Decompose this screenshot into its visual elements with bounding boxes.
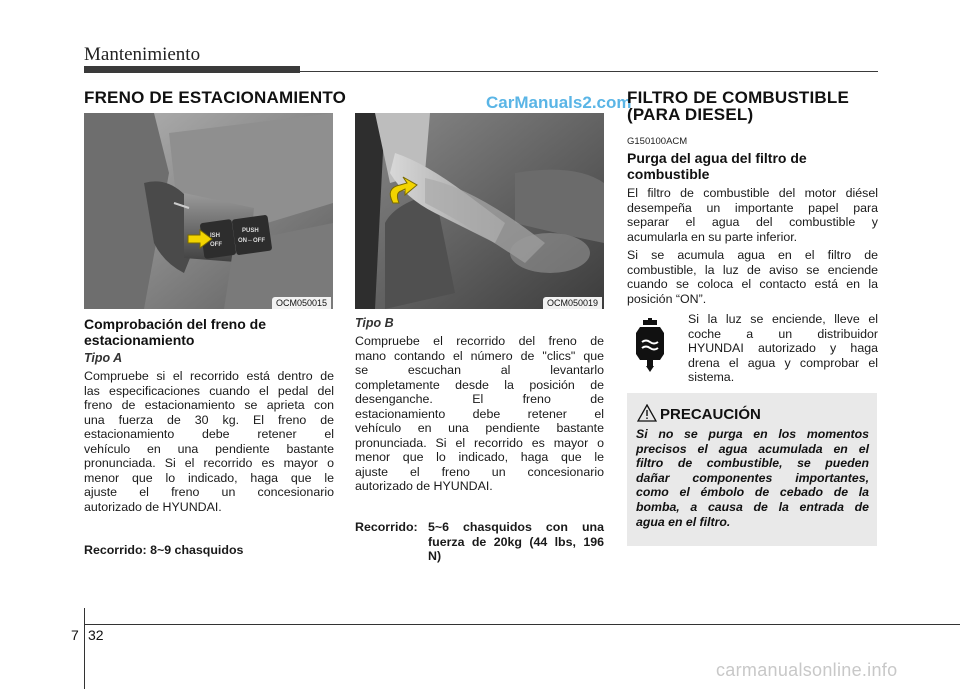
type-a-label: Tipo A	[84, 351, 123, 365]
photo-code-label-b: OCM050019	[543, 297, 602, 309]
body-line: Si se acumula agua en el filtro de	[627, 248, 878, 262]
body-line: pronunciada. Si el recorrido es mayor o	[84, 456, 334, 470]
body-line: autorizado de HYUNDAI.	[355, 479, 493, 493]
body-line: drena el agua y comprobar el	[688, 355, 878, 370]
heading-line: Purga del agua del filtro de	[627, 150, 807, 166]
body-line: completamente desde la posición de	[355, 377, 604, 392]
caution-line: filtro de combustible, se pueden	[636, 456, 869, 471]
header-bar	[84, 66, 300, 73]
body-line: vehículo en una pendiente bastante	[355, 421, 604, 435]
body-line: las especificaciones cuando el pedal del	[84, 383, 334, 398]
fuel-filter-para-3	[688, 312, 878, 385]
check-heading: Comprobación del freno de estacionamiento	[84, 316, 267, 348]
fuel-filter-para-2	[627, 248, 878, 306]
body-line: una fuerza de 30 kg. El freno de	[84, 412, 334, 427]
caution-title: PRECAUCIÓN	[660, 406, 761, 423]
fuel-filter-para-1	[627, 186, 878, 244]
type-b-travel-label: Recorrido:	[355, 520, 418, 534]
body-line: posición “ON”.	[627, 291, 707, 306]
body-line: separar el agua del combustible y	[627, 215, 878, 229]
body-line: freno de estacionamiento se aprieta con	[84, 398, 334, 412]
body-line: Compruebe el recorrido del freno de	[355, 334, 604, 348]
caution-box	[627, 393, 877, 546]
type-a-travel: Recorrido: 8~9 chasquidos	[84, 543, 244, 557]
caution-line: como el émbolo de cebado de la	[636, 485, 869, 500]
caution-line: Si no se purga en los momentos	[636, 427, 869, 441]
type-b-body	[355, 334, 604, 494]
title-line: FILTRO DE COMBUSTIBLE	[627, 88, 850, 107]
heading-line: combustible	[627, 166, 710, 182]
body-line: estacionamiento debe retener el	[84, 427, 334, 441]
water-in-fuel-icon	[632, 318, 672, 372]
button-text-4: ON⇔OFF	[238, 238, 265, 244]
chapter-number: 7	[71, 627, 79, 643]
footer-rule	[84, 624, 960, 625]
body-line: desenganche. El freno de	[355, 392, 604, 406]
body-line: coche a un distribuidor	[688, 326, 878, 341]
caution-line: bomba, a causa de la entrada de	[636, 499, 869, 514]
body-line: Si la luz se enciende, lleve el	[688, 312, 878, 326]
travel-line: fuerza de 20kg (44 lbs, 196	[428, 534, 604, 549]
body-line: sistema.	[688, 370, 735, 384]
body-line: El filtro de combustible del motor diésel	[627, 186, 878, 200]
travel-line: N)	[428, 549, 442, 563]
caution-body	[636, 427, 869, 529]
title-line: (PARA DIESEL)	[627, 105, 754, 124]
body-line: desempeña un importante papel para	[627, 200, 878, 215]
button-text-2: OFF	[210, 242, 222, 248]
body-line: menor que lo indicado, haga que le	[84, 470, 334, 485]
watermark-link[interactable]: CarManuals2.com	[486, 93, 632, 112]
body-line: acumularla en su parte inferior.	[627, 229, 798, 244]
body-line: estacionamiento debe retener el	[355, 406, 604, 421]
warning-triangle-icon	[637, 404, 657, 422]
type-a-body	[84, 369, 334, 514]
section-header: Mantenimiento	[84, 44, 201, 65]
body-line: Compruebe si el recorrido está dentro de	[84, 369, 334, 383]
travel-line: 5~6 chasquidos con una	[428, 520, 604, 534]
photo-hand-brake	[355, 113, 604, 309]
header-rule	[300, 71, 878, 72]
type-b-label: Tipo B	[355, 316, 394, 330]
footer-divider	[84, 608, 85, 689]
section-title-parking-brake: FRENO DE ESTACIONAMIENTO	[84, 88, 347, 107]
body-line: combustible, la luz de aviso se enciende	[627, 262, 878, 277]
parking-pedal-illustration	[84, 113, 333, 309]
body-line: cuando se coloca el contacto está en la	[627, 277, 878, 291]
body-line: mano contando el número de "clics" que	[355, 348, 604, 363]
button-text-1: ISH	[210, 233, 221, 239]
caution-line: precisos el agua acumulada en el	[636, 441, 869, 456]
drain-heading	[627, 150, 878, 182]
body-line: se escuchan al levantarlo	[355, 363, 604, 377]
caution-line: agua en el filtro.	[636, 514, 731, 529]
body-line: ajuste el freno un concesionario	[355, 464, 604, 479]
photo-parking-pedal	[84, 113, 333, 309]
caution-line: dañar componentes importantes,	[636, 470, 869, 485]
body-line: vehículo en una pendiente bastante	[84, 441, 334, 456]
body-line: autorizado de HYUNDAI.	[84, 499, 222, 514]
body-line: menor que lo indicado, haga que le	[355, 450, 604, 464]
hand-brake-illustration	[355, 113, 604, 309]
button-text-3: PUSH	[242, 228, 259, 234]
body-line: HYUNDAI autorizado y haga	[688, 341, 878, 355]
photo-code-label: OCM050015	[272, 297, 331, 309]
section-title-fuel-filter	[627, 89, 878, 123]
doc-code: G150100ACM	[627, 136, 688, 147]
type-b-travel-value	[428, 520, 604, 564]
watermark-bottom: carmanualsonline.info	[716, 660, 898, 680]
page-number: 32	[88, 627, 104, 643]
body-line: pronunciada. Si el recorrido es mayor o	[355, 435, 604, 450]
body-line: ajuste el freno un concesionario	[84, 485, 334, 499]
